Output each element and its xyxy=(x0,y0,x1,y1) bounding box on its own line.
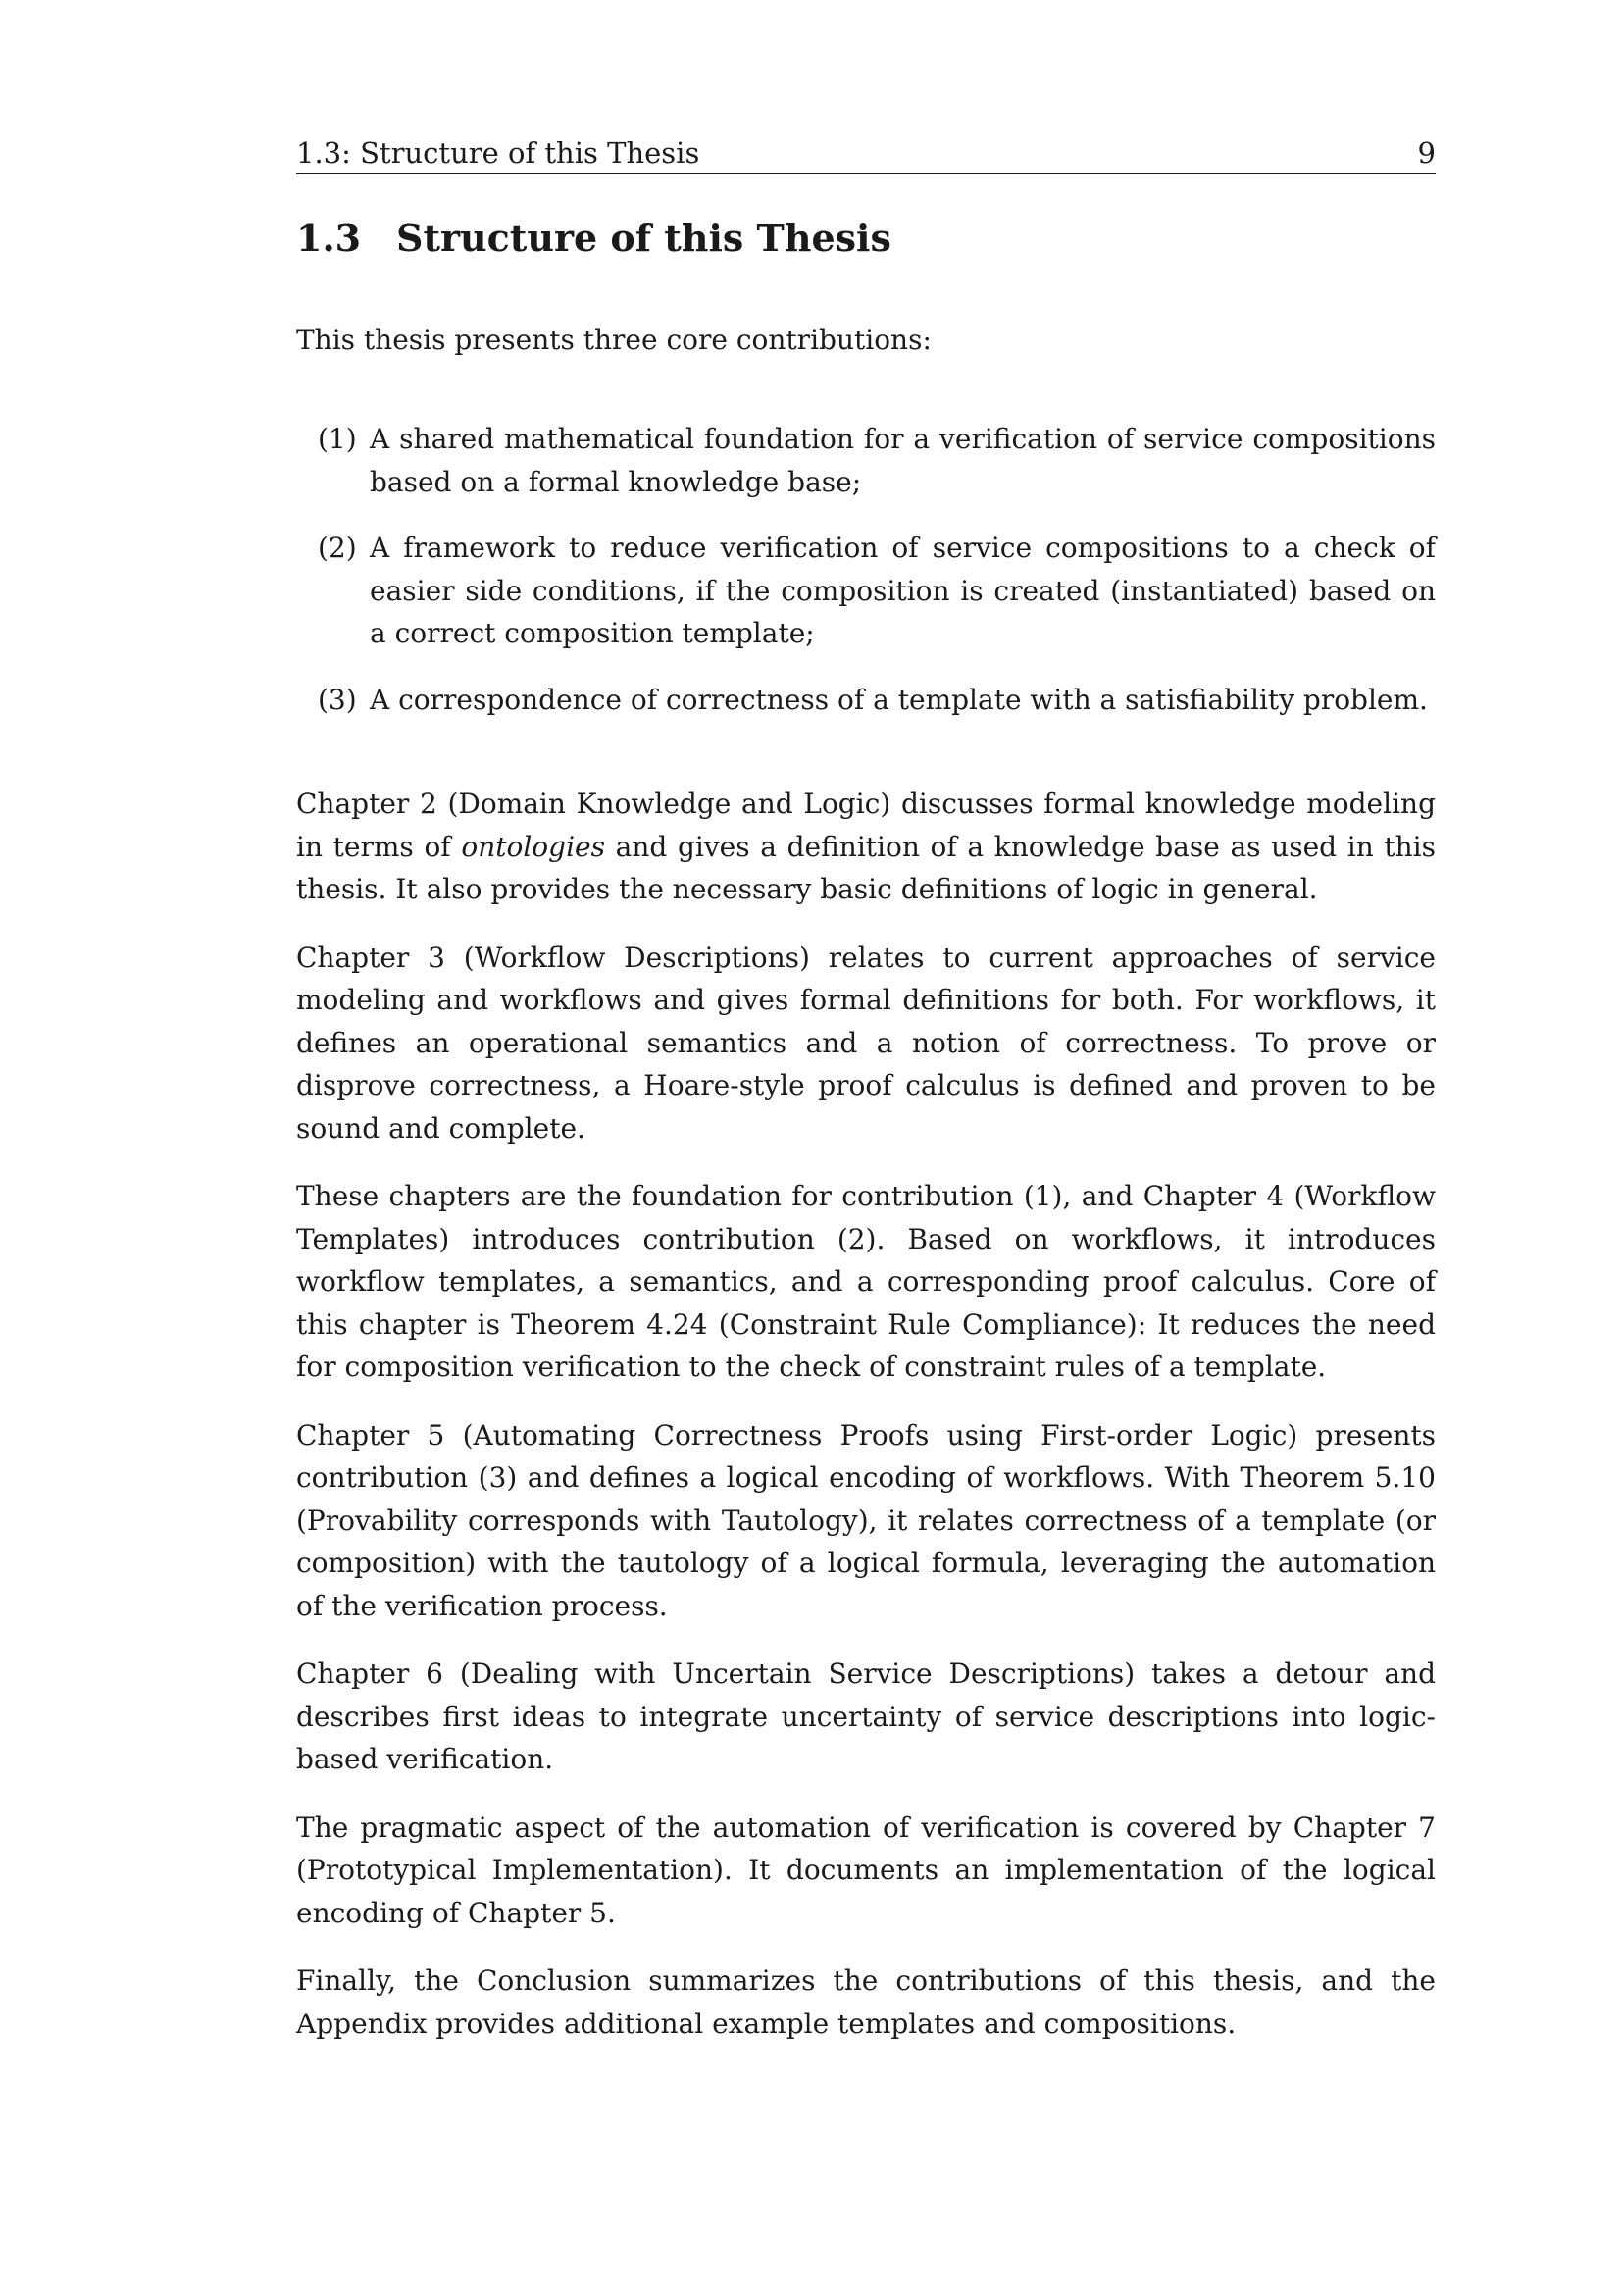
paragraph-text: and gives a definition of a knowledge base as used in this thesis. It also provides the necessary basic definitions of logic in general. xyxy=(296,830,1436,905)
section-heading xyxy=(296,214,891,263)
running-head-section: 1.3: Structure of this Thesis xyxy=(296,136,700,170)
section-number: 1.3 xyxy=(296,216,362,260)
running-head xyxy=(296,133,1436,174)
contribution-item-1 xyxy=(296,418,1436,503)
section-title: Structure of this Thesis xyxy=(396,216,891,260)
contribution-item-3 xyxy=(296,679,1436,722)
paragraph-chapter-4: These chapters are the foundation for contribution (1), and Chapter 4 (Workflow Templates) introduces contribution (2). Based on workflows, it introduces workflow templates, a semantics, and a corresponding proof calculus. Core of this chapter is Theorem 4.24 (Constraint Rule Compliance): It reduces the need for composition verification to the check of constraint rules of a template. xyxy=(296,1180,1436,1383)
emphasized-term: ontologies xyxy=(461,830,605,863)
contribution-text: A correspondence of correctness of a template with a satisfiability problem. xyxy=(370,683,1428,716)
list-marker: (2) xyxy=(318,532,357,564)
list-marker: (1) xyxy=(318,423,357,455)
chapter-overview xyxy=(296,783,1436,2070)
contributions-list xyxy=(296,418,1436,744)
page-number: 9 xyxy=(1417,136,1436,170)
contribution-text: A framework to reduce verification of service compositions to a check of easier side conditions, if the composition is created (instantiated) based on a correct composition template; xyxy=(370,532,1436,649)
contribution-text: A shared mathematical foundation for a verification of service compositions based on a formal knowledge base; xyxy=(370,423,1436,498)
paragraph-chapter-3: Chapter 3 (Workflow Descriptions) relates to current approaches of service modeling and workflows and gives formal definitions for both. For workflows, it defines an operational semantics and a notion of correctness. To prove or disprove correctness, a Hoare-style proof calculus is defined and proven to be sound and complete. xyxy=(296,941,1436,1145)
paragraph-chapter-6: Chapter 6 (Dealing with Uncertain Service Descriptions) takes a detour and describes first ideas to integrate uncertainty of service descriptions into logic-based verification. xyxy=(296,1658,1436,1775)
paragraph-conclusion: Finally, the Conclusion summarizes the contributions of this thesis, and the Appendix provides additional example templates and compositions. xyxy=(296,1964,1436,2040)
intro-paragraph: This thesis presents three core contributions: xyxy=(296,324,932,356)
paragraph-text: Chapter 2 (Domain Knowledge and Logic) discusses formal knowledge modeling in terms of xyxy=(296,788,1436,863)
list-marker: (3) xyxy=(318,683,357,716)
contribution-item-2 xyxy=(296,527,1436,655)
paragraph-chapter-5: Chapter 5 (Automating Correctness Proofs using First-order Logic) presents contribution (3) and defines a logical encoding of workflows. With Theorem 5.10 (Provability corresponds with Tautology), it relates correctness of a template (or composition) with the tautology of a logical formula, leveraging the automation of the verification process. xyxy=(296,1418,1436,1622)
paragraph-chapter-2 xyxy=(296,783,1436,911)
paragraph-chapter-7: The pragmatic aspect of the automation of verification is covered by Chapter 7 (Prototypical Implementation). It documents an implementation of the logical encoding of Chapter 5. xyxy=(296,1811,1436,1929)
